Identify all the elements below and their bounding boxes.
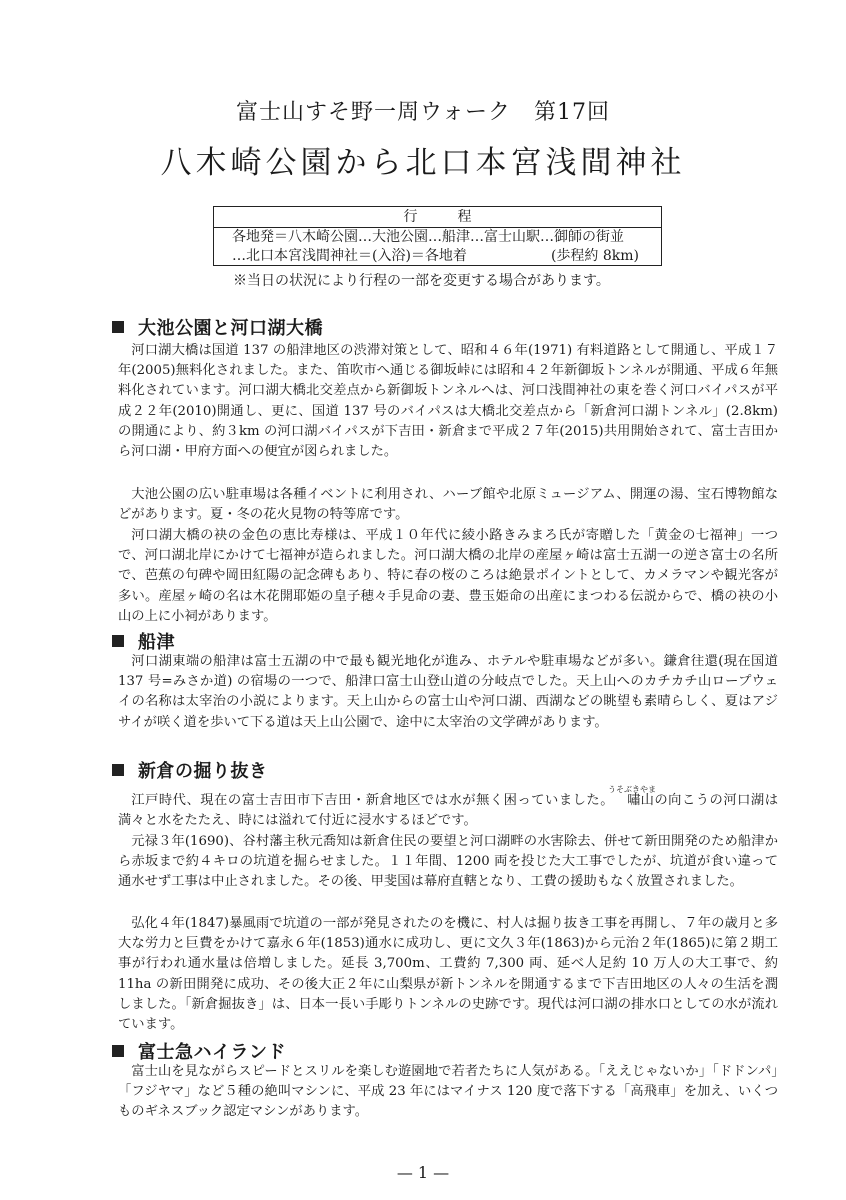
section-heading-oike-park: [112, 314, 323, 340]
paragraph-text-before: 江戸時代、現在の富士吉田市下吉田・新倉地区では水が無く困っていました。: [131, 793, 614, 808]
section-heading-fujikyu: [112, 1038, 286, 1064]
ruby-base: 嘯山: [627, 793, 654, 808]
itinerary-heading: 行程: [214, 207, 661, 228]
square-bullet-icon: [112, 1045, 124, 1057]
page-number: — 1 —: [396, 1163, 450, 1182]
itinerary-route-line1: 各地発＝八木崎公園…大池公園…船津…富士山駅…御師の街並: [232, 229, 624, 245]
itinerary-route-line2-row: [214, 247, 661, 266]
page-title: 八木崎公園から北口本宮浅間神社: [160, 145, 686, 181]
section-heading-text: 富士急ハイランド: [138, 1042, 286, 1063]
itinerary-note: ※当日の状況により行程の一部を変更する場合があります。: [233, 273, 610, 289]
itinerary-box: [213, 206, 662, 266]
section-heading-text: 船津: [138, 632, 175, 653]
section-heading-text: 新倉の掘り抜き: [138, 761, 268, 782]
paragraph-oike-park: 大池公園の広い駐車場は各種イベントに利用され、ハーブ館や北原ミュージアム、開運の湯、宝石博物館などがあります。夏・冬の花火見物の特等席です。: [118, 487, 778, 523]
paragraph-edo-period: [118, 785, 779, 831]
ruby-reading: うそぶきやま: [608, 785, 656, 794]
square-bullet-icon: [112, 321, 124, 333]
paragraph-funatsu: 河口湖東端の船津は富士五湖の中で最も観光地化が進み、ホテルや駐車場などが多い。鎌倉往還(現在国道 137 号=みさか道) の宿場の一つで、船津口富士山登山道の分岐点でした。天上山へのカチカチ山ロープウェイの名称は太宰治の小説によります。天上山からの富士山や河口湖、西湖などの眺望も素晴らしく、夏はアジサイが咲く道を歩いて下る道は天上山公園で、途中に太宰治の文学碑があります。: [118, 654, 778, 730]
section-heading-arakura-tunnel: [112, 757, 268, 783]
series-title: 富士山すそ野一周ウォーク 第17回: [235, 100, 611, 125]
section-heading-funatsu: [112, 628, 175, 654]
paragraph-text-after: の向こうの河口湖は満々と水をたたえ、時には溢れて付近に浸水するほどです。: [118, 793, 779, 829]
itinerary-distance: (歩程約 8km): [550, 248, 639, 264]
itinerary-route-line2: …北口本宮浅間神社＝(入浴)＝各地着: [232, 248, 467, 264]
ruby-usobukiyama: [608, 785, 656, 811]
paragraph-genroku: 元禄３年(1690)、谷村藩主秋元喬知は新倉住民の要望と河口湖畔の水害除去、併せて新田開発のため船津から赤坂まで約４キロの坑道を掘らせました。１１年間、1200 両を投じた大工事でしたが、坑道が食い違って通水せず工事は中止されました。その後、甲斐国は幕府直轄となり、工費の援助もなく放置されました。: [118, 834, 778, 890]
paragraph-koka: 弘化４年(1847)暴風雨で坑道の一部が発見されたのを機に、村人は掘り抜き工事を再開し、７年の歳月と多大な労力と巨費をかけて嘉永６年(1853)通水に成功し、更に文久３年(1863)から元治２年(1865)に第２期工事が行われ通水量は倍増しました。延長 3,700m、工費約 7,300 両、延べ人足約 10 万人の大工事で、約 11ha の新田開発に成功、その後大正２年に山梨県が新トンネルを開通するまで下吉田地区の人々の生活を潤しました。「新倉掘抜き」は、日本一長い手彫りトンネルの史跡です。現代は河口湖の排水口としての水が流れています。: [118, 916, 778, 1033]
paragraph-kawaguchiko-bridge: 河口湖大橋は国道 137 の船津地区の渋滞対策として、昭和４６年(1971) 有料道路として開通し、平成１７年(2005)無料化されました。また、笛吹市へ通じる御坂峠には昭和４２年新御坂トンネルが開通、平成６年無料化されています。河口湖大橋北交差点から新御坂トンネルへは、河口浅間神社の東を巻く河口バイパスが平成２２年(2010)開通し、更に、国道 137 号のバイパスは大橋北交差点から「新倉河口湖トンネル」(2.8km)の開通により、約３km の河口湖バイパスが下吉田・新倉まで平成２７年(2015)共用開始されて、富士吉田から河口湖・甲府方面への便宜が図られました。: [118, 343, 778, 460]
paragraph-fujikyu: 富士山を見ながらスピードとスリルを楽しむ遊園地で若者たちに人気がある。「ええじゃないか」「ドドンパ」「フジヤマ」など５種の絶叫マシンに、平成 23 年にはマイナス 120 度で落下する「高飛車」を加え、いくつものギネスブック認定マシンがあります。: [118, 1064, 778, 1120]
paragraph-ebisu-statue: 河口湖大橋の袂の金色の恵比寿様は、平成１０年代に綾小路きみまろ氏が寄贈した「黄金の七福神」一つで、河口湖北岸にかけて七福神が造られました。河口湖大橋の北岸の産屋ヶ崎は富士五湖一の逆さ富士の名所で、芭蕉の句碑や岡田紅陽の記念碑もあり、特に春の桜のころは絶景ポイントとして、カメラマンや観光客が多い。産屋ヶ崎の名は木花開耶姫の皇子穂々手見命の妻、豊玉姫命の出産にまつわる伝説からで、橋の袂の小山の上に小祠があります。: [118, 528, 778, 624]
section-heading-text: 大池公園と河口湖大橋: [138, 318, 323, 339]
square-bullet-icon: [112, 764, 124, 776]
square-bullet-icon: [112, 635, 124, 647]
